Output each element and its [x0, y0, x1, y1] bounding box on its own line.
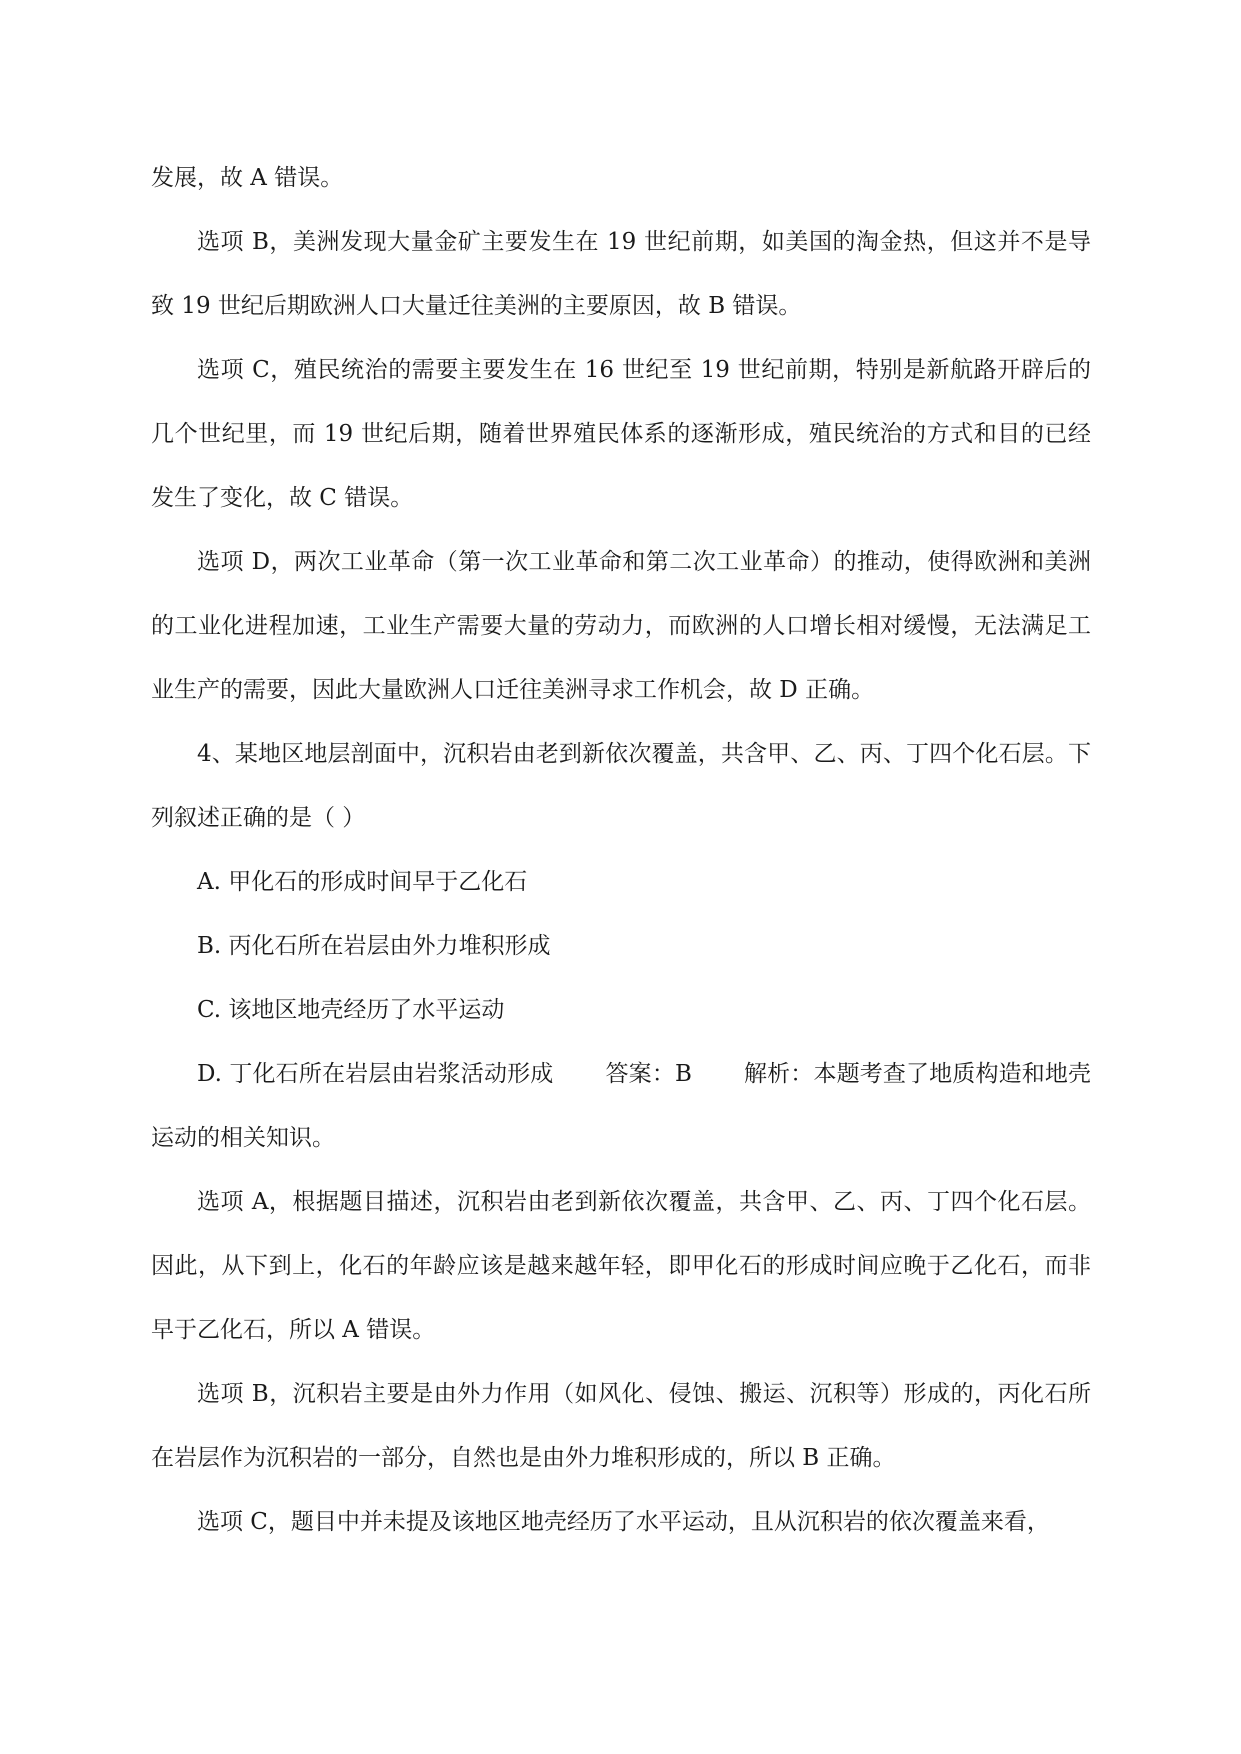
question-4-option-c: C. 该地区地壳经历了水平运动: [197, 997, 505, 1023]
paragraph-analysis-option-c: 选项 C，题目中并未提及该地区地壳经历了水平运动，且从沉积岩的依次覆盖来看，: [197, 1509, 1050, 1535]
question-4-option-d-line: [151, 1042, 1091, 1170]
question-4-option-a: A. 甲化石的形成时间早于乙化石: [197, 869, 528, 895]
question-4-stem: 4、某地区地层剖面中，沉积岩由老到新依次覆盖，共含甲、乙、丙、丁四个化石层。下列叙述正确的是（ ）: [151, 741, 1091, 831]
paragraph-analysis-option-a: 选项 A，根据题目描述，沉积岩由老到新依次覆盖，共含甲、乙、丙、丁四个化石层。因此，从下到上，化石的年龄应该是越来越年轻，即甲化石的形成时间应晚于乙化石，而非早于乙化石，所以 A 错误。: [151, 1189, 1091, 1343]
question-4-option-b: B. 丙化石所在岩层由外力堆积形成: [197, 933, 551, 959]
paragraph-option-d-explanation: 选项 D，两次工业革命（第一次工业革命和第二次工业革命）的推动，使得欧洲和美洲的工业化进程加速，工业生产需要大量的劳动力，而欧洲的人口增长相对缓慢，无法满足工业生产的需要，因此大量欧洲人口迁往美洲寻求工作机会，故 D 正确。: [151, 549, 1091, 703]
paragraph: 发展，故 A 错误。: [151, 165, 344, 191]
paragraph-analysis-option-b: 选项 B，沉积岩主要是由外力作用（如风化、侵蚀、搬运、沉积等）形成的，丙化石所在岩层作为沉积岩的一部分，自然也是由外力堆积形成的，所以 B 正确。: [151, 1381, 1091, 1471]
paragraph-option-c-explanation: 选项 C，殖民统治的需要主要发生在 16 世纪至 19 世纪前期，特别是新航路开辟后的几个世纪里，而 19 世纪后期，随着世界殖民体系的逐渐形成，殖民统治的方式和目的已经发生了变化，故 C 错误。: [151, 357, 1091, 511]
paragraph-option-b-explanation: 选项 B，美洲发现大量金矿主要发生在 19 世纪前期，如美国的淘金热，但这并不是导致 19 世纪后期欧洲人口大量迁往美洲的主要原因，故 B 错误。: [151, 229, 1091, 319]
question-4-option-d: D. 丁化石所在岩层由岩浆活动形成: [197, 1061, 554, 1087]
answer-text: 答案：B: [605, 1061, 692, 1087]
analysis-intro: 解析：本题考查了地质构造和地壳运动的相关知识。: [151, 1061, 1092, 1151]
document-body: [151, 146, 1091, 1554]
